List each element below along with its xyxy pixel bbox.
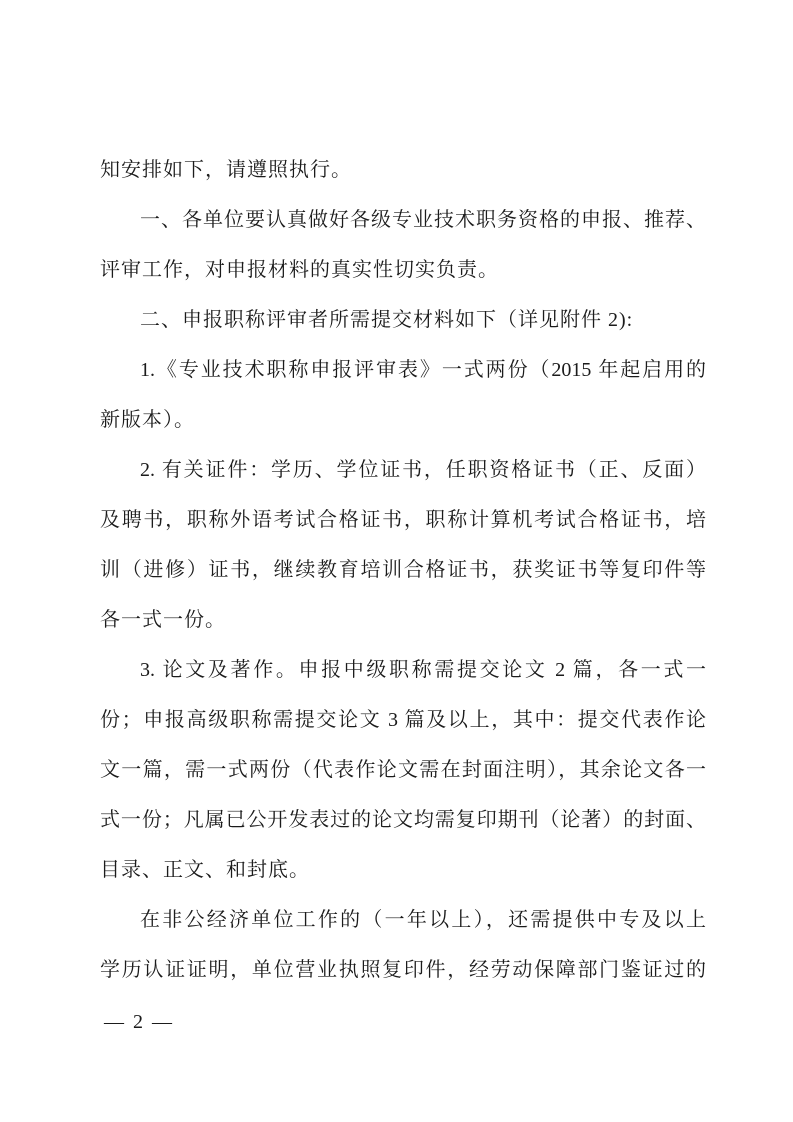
- text-line: 一、各单位要认真做好各级专业技术职务资格的申报、推荐、: [140, 209, 706, 231]
- page-number: — 2 —: [104, 1011, 174, 1033]
- text-line: 各一式一份。: [100, 609, 226, 631]
- text-line: 在非公经济单位工作的（一年以上），还需提供中专及以上: [140, 909, 706, 931]
- text-line: 份；申报高级职称需提交论文 3 篇及以上，其中：提交代表作论: [100, 709, 706, 731]
- document-body: [100, 145, 706, 995]
- text-line: 1.《专业技术职称申报评审表》一式两份（2015 年起启用的: [140, 359, 706, 381]
- text-line: 训（进修）证书，继续教育培训合格证书，获奖证书等复印件等: [100, 559, 706, 581]
- text-line: 文一篇，需一式两份（代表作论文需在封面注明），其余论文各一: [100, 759, 706, 781]
- text-line: 及聘书，职称外语考试合格证书，职称计算机考试合格证书，培: [100, 509, 706, 531]
- text-line: 目录、正文、和封底。: [100, 859, 310, 881]
- text-line: 2. 有关证件：学历、学位证书，任职资格证书（正、反面）: [140, 459, 706, 481]
- text-line: 二、申报职称评审者所需提交材料如下（详见附件 2):: [140, 309, 634, 331]
- text-line: 新版本）。: [100, 409, 195, 431]
- text-line: 学历认证证明，单位营业执照复印件，经劳动保障部门鉴证过的: [100, 959, 706, 981]
- text-line: 式一份；凡属已公开发表过的论文均需复印期刊（论著）的封面、: [100, 809, 706, 831]
- text-line: 评审工作，对申报材料的真实性切实负责。: [100, 259, 499, 281]
- text-line: 知安排如下，请遵照执行。: [100, 159, 352, 181]
- text-line: 3. 论文及著作。申报中级职称需提交论文 2 篇，各一式一: [140, 659, 706, 681]
